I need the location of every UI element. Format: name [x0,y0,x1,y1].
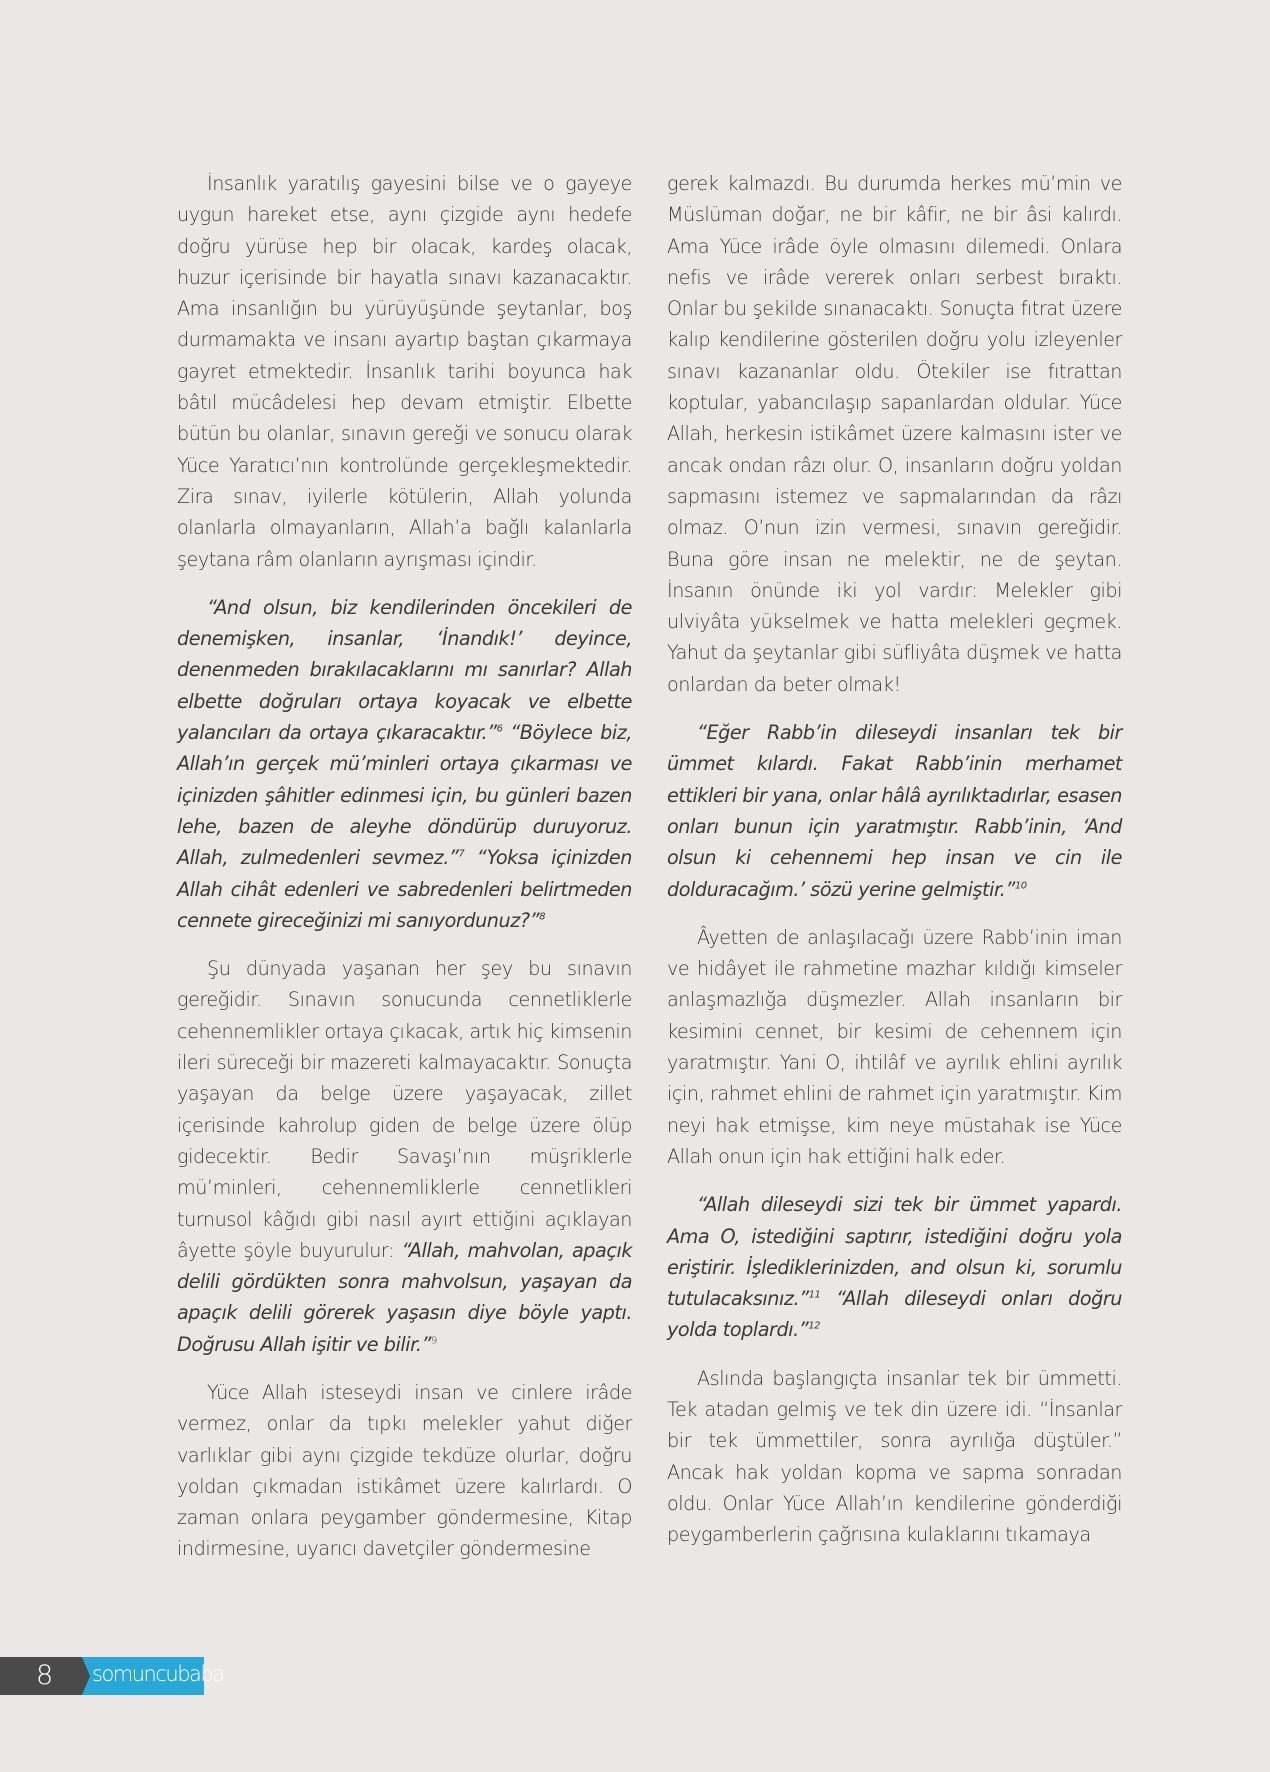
left-column [177,168,632,1582]
right-column [667,168,1122,1567]
page-number: 8 [36,1660,54,1691]
quote-paragraph [177,592,632,936]
paragraph: Âyetten de anlaşılacağı üzere Rabb’inin iman ve hidâyet ile rahmetine mazhar kıldığı kimseler anlaşmazlığa düşmezler. Allah insanların bir kesimini cennet, bir kesimi de cehennem için yaratmıştır. Yani O, ihtilâf ve ayrılık ehlini ayrılık için, rahmet ehlini de rahmet için yaratmıştır. Kim neyi hak etmişse, kim neye müstahak ise Yüce Allah onun için hak ettiğini halk eder. [667,925,1122,1168]
footnote-ref: 11 [808,1289,821,1301]
quote-text: “Yoksa içinizden Allah cihât edenleri ve sabredenleri belirtmeden cennete gireceğinizi mi sanıyordunuz?” [177,846,632,932]
paragraph: Aslında başlangıçta insanlar tek bir ümmetti. Tek atadan gelmiş ve tek din üzere idi. “İnsanlar bir tek ümmettiler, sonra ayrılığa düştüler.” Ancak hak yoldan kopma ve sapma sonradan oldu. Onlar Yüce Allah’ın kendilerine gönderdiği peygamberlerin çağrısına kulaklarını tıkamaya [667,1366,1122,1547]
inline-quote: “Allah, mahvolan, apaçık delili gördükten sonra mahvolsun, yaşayan da apaçık delili görerek yaşasın diye böyle yaptı. Doğrusu Allah işitir ve bilir.” [177,1238,632,1356]
footnote-ref: 10 [1014,880,1027,892]
footnote-ref: 6 [496,723,503,735]
footnote-ref: 9 [430,1335,437,1347]
paragraph: İnsanlık yaratılış gayesini bilse ve o gayeye uygun hareket etse, aynı çizgide aynı hedefe doğru yürüse hep bir olacak, kardeş olacak, huzur içerisinde bir hayatla sınavı kazanacaktır. Ama insanlığın bu yürüyüşünde şeytanlar, boş durmamakta ve insanı ayartıp baştan çıkarmaya gayret etmektedir. İnsanlık tarihi boyunca hak bâtıl mücâdelesi hep devam etmiştir. Elbette bütün bu olanlar, sınavın gereği ve sonucu olarak Yüce Yaratıcı’nın kontrolünde gerçekleşmektedir. Zira sınav, iyilerle kötülerin, Allah yolunda olanlarla olmayanların, Allah’a bağlı kalanlarla şeytana râm olanların ayrışması içindir. [177,172,632,571]
quote-text: “Eğer Rabb’in dileseydi insanları tek bir ümmet kılardı. Fakat Rabb’inin merhamet ettikleri bir yana, onlar hâlâ ayrılıktadırlar, esasen onları bunun için yaratmıştır. Rabb’inin, ‘And olsun ki cehennemi hep insan ve cin ile dolduracağım.’ sözü yerine gelmiştir.” [667,721,1122,901]
footnote-ref: 7 [458,848,465,860]
quote-text: “Allah dileseydi sizi tek bir ümmet yapardı. Ama O, istediğini saptırır, istediğini doğru yola eriştirir. İşlediklerinizden, and olsun ki, sorumlu tutulacaksınız.” [667,1193,1122,1311]
page-footer [0,1657,224,1695]
footnote-ref: 8 [539,911,545,923]
footnote-ref: 12 [808,1321,821,1332]
quote-paragraph [667,717,1122,905]
paragraph: gerek kalmazdı. Bu durumda herkes mü’min ve Müslüman doğar, ne bir kâfir, ne bir âsi kalırdı. Ama Yüce irâde öyle olmasını dilemedi. Onlara nefis ve irâde vererek onları serbest bıraktı. Onlar bu şekilde sınanacaktı. Sonuçta fıtrat üzere kalıp kendilerine gösterilen doğru yolu izleyenler sınavı kazananlar oldu. Ötekiler ise fıtrattan koptular, yabancılaşıp sapanlardan oldular. Yüce Allah, herkesin istikâmet üzere kalmasını ister ve ancak ondan râzı olur. O, insanların doğru yoldan sapmasını istemez ve sapmalarından da râzı olmaz. O’nun izin vermesi, sınavın gereğidir. Buna göre insan ne melektir, ne de şeytan. İnsanın önünde iki yol vardır: Melekler gibi ulviyâta yükselmek ve hatta melekleri geçmek. Yahut da şeytanlar gibi süfliyâta düşmek ve hatta onlardan da beter olmak! [667,172,1122,696]
paragraph-text: Şu dünyada yaşanan her şey bu sınavın gereğidir. Sınavın sonucunda cennetliklerle cehennemlikler ortaya çıkacak, artık hiç kimsenin ileri süreceği bir mazereti kalmayacaktır. Sonuçta yaşayan da belge üzere yaşayacak, zillet içerisinde kahrolup giden de belge üzere ölüp gidecektir. Bedir Savaşı’nın müşriklerle mü’minleri, cehennemliklerle cennetlikleri turnusol kâğıdı gibi nasıl ayırt ettiğini açıklayan âyette şöyle buyurulur: [177,957,632,1262]
paragraph [177,953,632,1360]
brand-logo: somuncubaba [92,1662,224,1686]
quote-text: “And olsun, biz kendilerinden öncekileri de denemişken, insanlar, ‘İnandık!’ deyince, denenmeden bırakılacaklarını mı sanırlar? Allah elbette doğruları ortaya koyacak ve elbette yalancıları da ortaya çıkaracaktır.” [177,595,632,745]
quote-paragraph [667,1189,1122,1345]
quote-text: “Böylece biz, Allah’ın gerçek mü’minleri ortaya çıkarması ve içinizden şâhitler edinmesi için, bu günleri bazen lehe, bazen de aleyhe döndürüp duruyoruz. Allah, zulmedenleri sevmez.” [177,721,632,870]
paragraph: Yüce Allah isteseydi insan ve cinlere irâde vermez, onlar da tıpkı melekler yahut diğer varlıklar gibi aynı çizgide tekdüze olurlar, doğru yoldan çıkmadan istikâmet üzere kalırlardı. O zaman onlara peygamber göndermesine, Kitap indirmesine, uyarıcı davetçiler göndermesine [177,1380,632,1561]
quote-text: “Allah dileseydi onları doğru yolda toplardı.” [667,1287,1122,1342]
